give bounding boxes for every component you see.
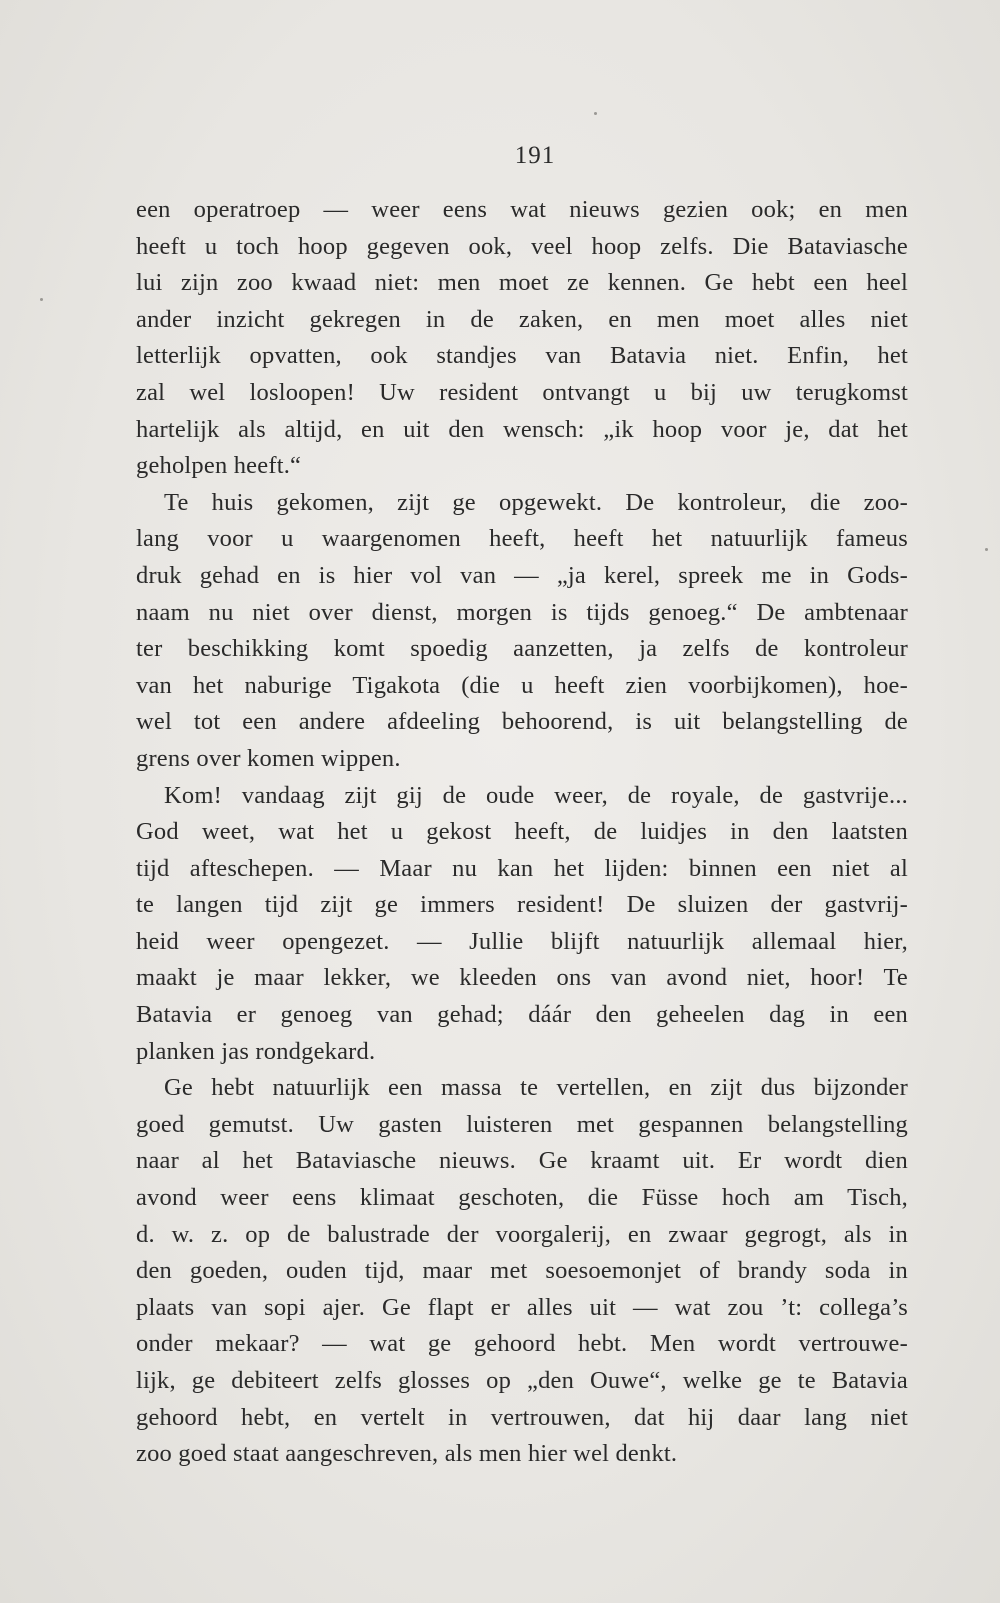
- text-line: lui zijn zoo kwaad niet: men moet ze kennen. Ge hebt een heel: [136, 269, 908, 297]
- text-line: maakt je maar lekker, we kleeden ons van avond niet, hoor! Te: [136, 964, 908, 992]
- text-line: zoo goed staat aangeschreven, als men hier wel denkt.: [136, 1440, 678, 1468]
- text-line: naar al het Bataviasche nieuws. Ge kraamt uit. Er wordt dien: [136, 1147, 908, 1175]
- paper-speck: [40, 298, 43, 301]
- text-line: lang voor u waargenomen heeft, heeft het natuurlijk fameus: [136, 525, 908, 553]
- text-line: avond weer eens klimaat geschoten, die Füsse hoch am Tisch,: [136, 1184, 908, 1212]
- text-line: wel tot een andere afdeeling behoorend, is uit belangstelling de: [136, 708, 908, 736]
- text-line: van het naburige Tigakota (die u heeft zien voorbijkomen), hoe-: [136, 671, 908, 699]
- paper-speck: [594, 112, 597, 115]
- text-line: onder mekaar? — wat ge gehoord hebt. Men wordt vertrouwe-: [136, 1330, 908, 1358]
- paper-speck: [985, 548, 988, 551]
- text-line: naam nu niet over dienst, morgen is tijds genoeg.“ De ambtenaar: [136, 598, 908, 626]
- text-line: d. w. z. op de balustrade der voorgalerij, en zwaar gegrogt, als in: [136, 1220, 908, 1248]
- text-line: goed gemutst. Uw gasten luisteren met gespannen belangstelling: [136, 1110, 908, 1138]
- body-text: [136, 192, 908, 1473]
- text-line: God weet, wat het u gekost heeft, de luidjes in den laatsten: [136, 818, 908, 846]
- text-line: gehoord hebt, en vertelt in vertrouwen, dat hij daar lang niet: [136, 1403, 908, 1431]
- text-line: tijd afteschepen. — Maar nu kan het lijden: binnen een niet al: [136, 854, 908, 882]
- text-line: lijk, ge debiteert zelfs glosses op „den Ouwe“, welke ge te Batavia: [136, 1367, 908, 1394]
- text-line: Ge hebt natuurlijk een massa te vertellen, en zijt dus bijzonder: [164, 1074, 908, 1102]
- text-line: hartelijk als altijd, en uit den wensch: „ik hoop voor je, dat het: [136, 415, 908, 443]
- text-line: Batavia er genoeg van gehad; dáár den geheelen dag in een: [136, 1001, 908, 1029]
- text-line: geholpen heeft.“: [136, 452, 302, 480]
- text-line: heeft u toch hoop gegeven ook, veel hoop zelfs. Die Bataviasche: [136, 232, 908, 260]
- text-line: Kom! vandaag zijt gij de oude weer, de royale, de gastvrije...: [164, 781, 908, 809]
- page-number: 191: [514, 142, 556, 169]
- text-line: ter beschikking komt spoedig aanzetten, ja zelfs de kontroleur: [136, 635, 908, 663]
- text-line: heid weer opengezet. — Jullie blijft natuurlijk allemaal hier,: [136, 927, 908, 955]
- text-line: letterlijk opvatten, ook standjes van Batavia niet. Enfin, het: [136, 342, 908, 370]
- text-line: Te huis gekomen, zijt ge opgewekt. De kontroleur, die zoo-: [164, 488, 908, 516]
- text-line: den goeden, ouden tijd, maar met soesoemonjet of brandy soda in: [136, 1257, 908, 1285]
- text-line: ander inzicht gekregen in de zaken, en men moet alles niet: [136, 305, 908, 333]
- text-line: te langen tijd zijt ge immers resident! De sluizen der gastvrij-: [136, 891, 908, 919]
- text-line: plaats van sopi ajer. Ge flapt er alles uit — wat zou ’t: collega’s: [136, 1293, 908, 1321]
- text-line: druk gehad en is hier vol van — „ja kerel, spreek me in Gods-: [136, 561, 908, 589]
- text-line: grens over komen wippen.: [136, 744, 401, 772]
- text-line: zal wel losloopen! Uw resident ontvangt u bij uw terugkomst: [136, 378, 908, 406]
- text-line: een operatroep — weer eens wat nieuws gezien ook; en men: [136, 196, 908, 223]
- text-line: planken jas rondgekard.: [136, 1037, 376, 1065]
